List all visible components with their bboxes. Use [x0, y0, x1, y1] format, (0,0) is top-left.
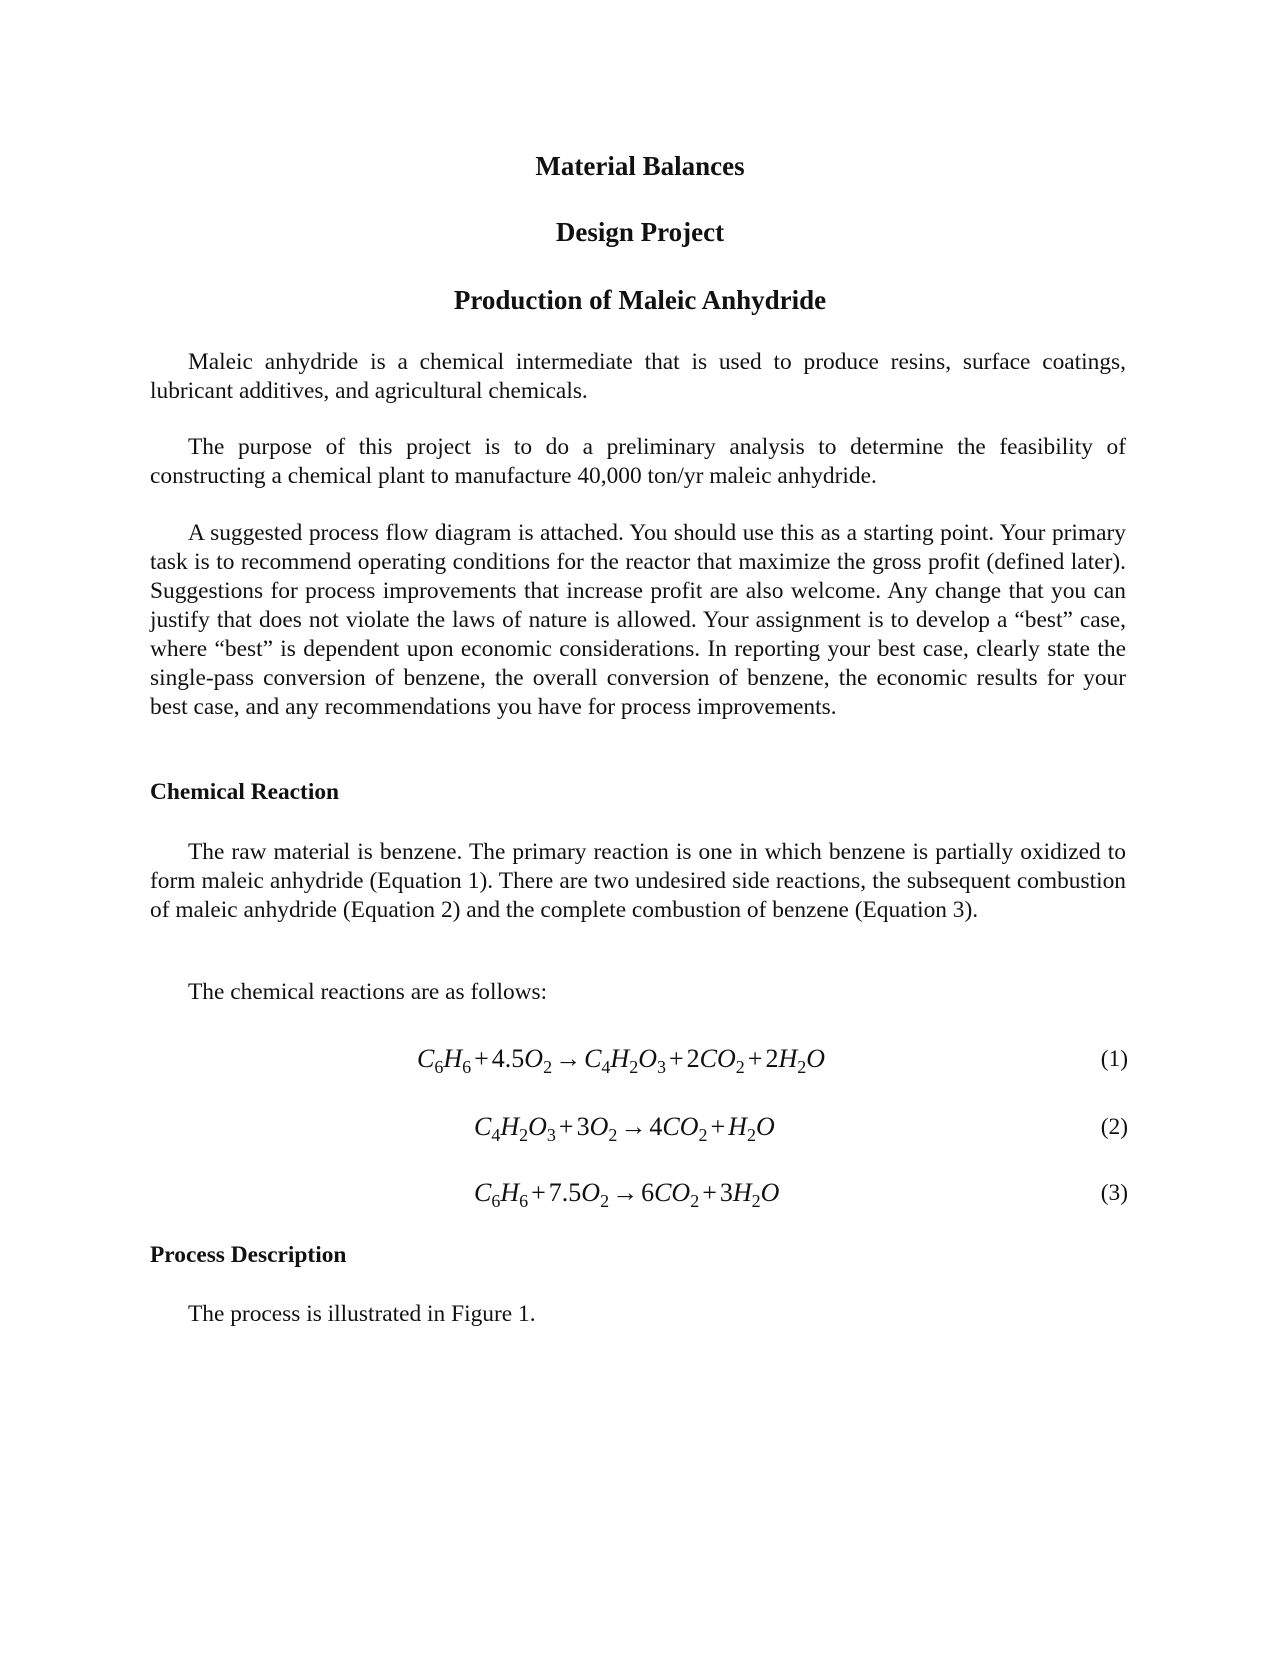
task-paragraph: A suggested process flow diagram is attached. You should use this as a starting point. Your primary task is to recommend operating conditions for the reactor that maximize the gross profit (defined later). Suggestions for process improvements that increase profit are also welcome. Any change that you can justify that does not violate the laws of nature is allowed. Your assignment is to develop a “best” case, where “best” is dependent upon economic considerations. In reporting your best case, clearly state the single-pass conversion of benzene, the overall conversion of benzene, the economic results for your best case, and any recommendations you have for process improvements. [150, 520, 1126, 720]
intro-paragraph: Maleic anhydride is a chemical intermediate that is used to produce resins, surface coatings, lubricant additives, and agricultural chemicals. [150, 349, 1126, 404]
process-description-heading: Process Description [150, 1242, 347, 1268]
purpose-paragraph: The purpose of this project is to do a preliminary analysis to determine the feasibility of constructing a chemical plant to manufacture 40,000 ton/yr maleic anhydride. [150, 434, 1126, 489]
equation-1: $C_6H_6 + 4.5O_2 \to C_4H_2O_3 + 2CO_2 + 2H_2O$ [417, 1044, 826, 1078]
equation-3: $C_6H_6 + 7.5O_2 \to 6CO_2 + 3H_2O$ [474, 1178, 780, 1212]
project-title: Production of Maleic Anhydride [453, 285, 827, 315]
raw-material-paragraph: The raw material is benzene. The primary reaction is one in which benzene is partially oxidized to form maleic anhydride (Equation 1). There are two undesired side reactions, the subsequent combustion of maleic anhydride (Equation 2) and the complete combustion of benzene (Equation 3). [150, 839, 1126, 923]
reactions-intro-paragraph: The chemical reactions are as follows: [188, 979, 548, 1005]
equation-3-number: (3) [1100, 1180, 1128, 1206]
equation-1-number: (1) [1100, 1046, 1128, 1072]
equation-2: $C_4H_2O_3 + 3O_2 \to 4CO_2 + H_2O$ [474, 1112, 775, 1146]
equation-2-number: (2) [1100, 1114, 1128, 1140]
document-title: Material Balances [535, 151, 745, 181]
process-intro-paragraph: The process is illustrated in Figure 1. [188, 1301, 536, 1327]
chemical-reaction-heading: Chemical Reaction [150, 779, 340, 805]
document-subtitle: Design Project [555, 217, 725, 247]
